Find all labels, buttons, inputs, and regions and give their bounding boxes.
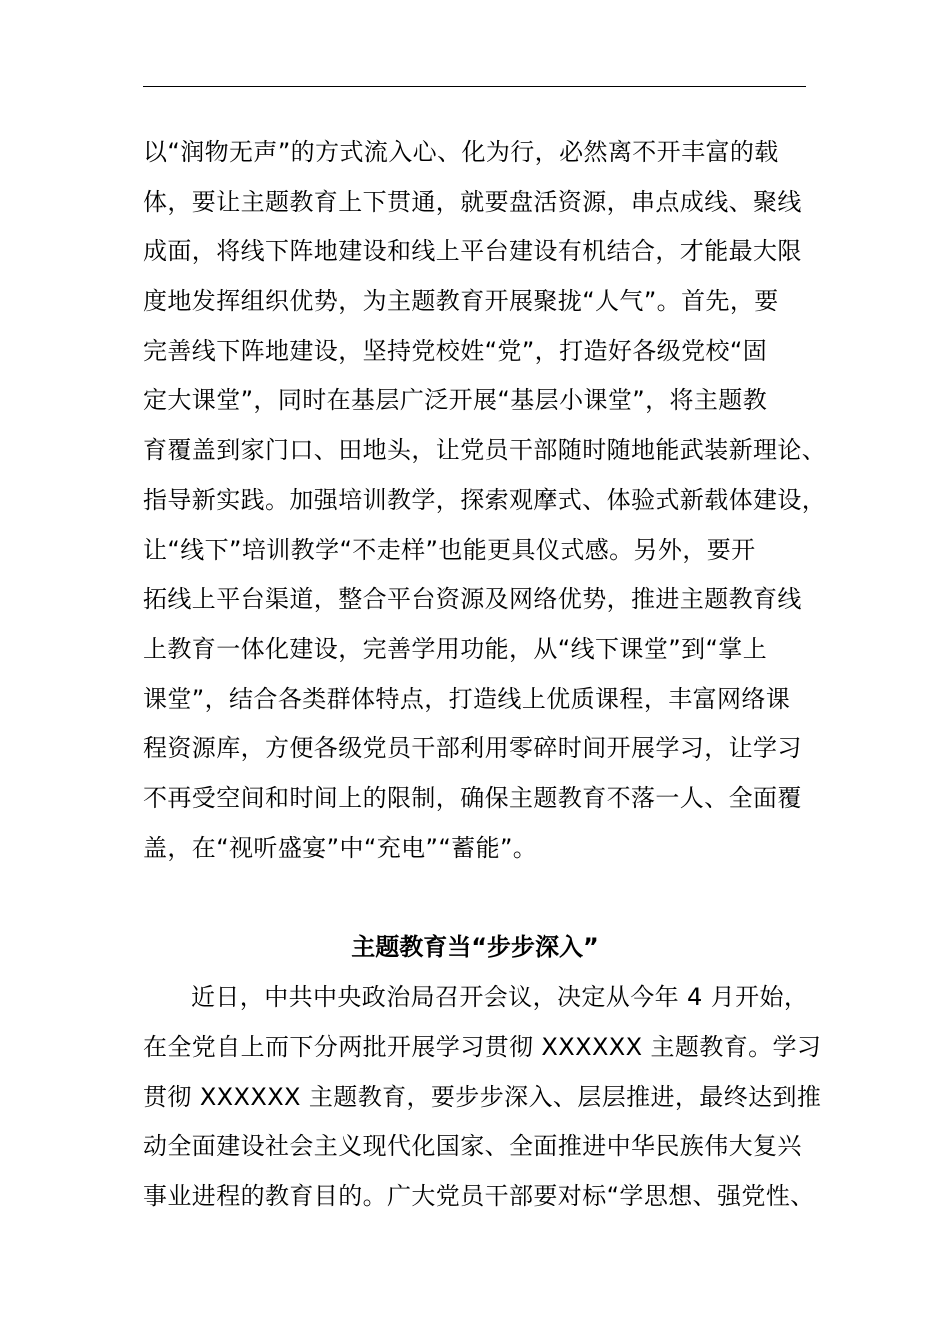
text-line: 指导新实践。加强培训教学，探索观摩式、体验式新载体建设，	[143, 486, 827, 514]
text-line: 上教育一体化建设，完善学用功能，从“线下课堂”到“掌上	[143, 635, 768, 663]
text-line: 拓线上平台渠道，整合平台资源及网络优势，推进主题教育线	[143, 585, 802, 613]
text-line: 事业进程的教育目的。广大党员干部要对标“学思想、强党性、	[143, 1182, 815, 1210]
text-line: 在全党自上而下分两批开展学习贯彻 XXXXXX 主题教育。学习	[143, 1033, 822, 1061]
text-line: 课堂”，结合各类群体特点，打造线上优质课程，丰富网络课	[143, 685, 791, 713]
section-heading: 主题教育当“步步深入”	[351, 933, 599, 961]
text-line: 程资源库，方便各级党员干部利用零碎时间开展学习，让学习	[143, 734, 802, 762]
text-line: 育覆盖到家门口、田地头，让党员干部随时随地能武装新理论、	[143, 436, 827, 464]
text-line: 成面，将线下阵地建设和线上平台建设有机结合，才能最大限	[143, 237, 802, 265]
text-line: 完善线下阵地建设，坚持党校姓“党”，打造好各级党校“固	[143, 337, 768, 365]
text-line: 贯彻 XXXXXX 主题教育，要步步深入、层层推进，最终达到推	[143, 1083, 822, 1111]
text-line: 近日，中共中央政治局召开会议，决定从今年 4 月开始，	[191, 983, 809, 1011]
text-line: 不再受空间和时间上的限制，确保主题教育不落一人、全面覆	[143, 784, 802, 812]
text-line: 以“润物无声”的方式流入心、化为行，必然离不开丰富的载	[143, 138, 779, 166]
text-line: 盖，在“视听盛宴”中“充电”“蓄能”。	[143, 834, 538, 862]
text-line: 定大课堂”，同时在基层广泛开展“基层小课堂”，将主题教	[143, 386, 768, 414]
text-line: 让“线下”培训教学“不走样”也能更具仪式感。另外，要开	[143, 536, 756, 564]
text-line: 动全面建设社会主义现代化国家、全面推进中华民族伟大复兴	[143, 1132, 802, 1160]
header-rule	[143, 86, 806, 87]
text-line: 度地发挥组织优势，为主题教育开展聚拢“人气”。首先，要	[143, 287, 779, 315]
text-line: 体，要让主题教育上下贯通，就要盘活资源，串点成线、聚线	[143, 188, 802, 216]
